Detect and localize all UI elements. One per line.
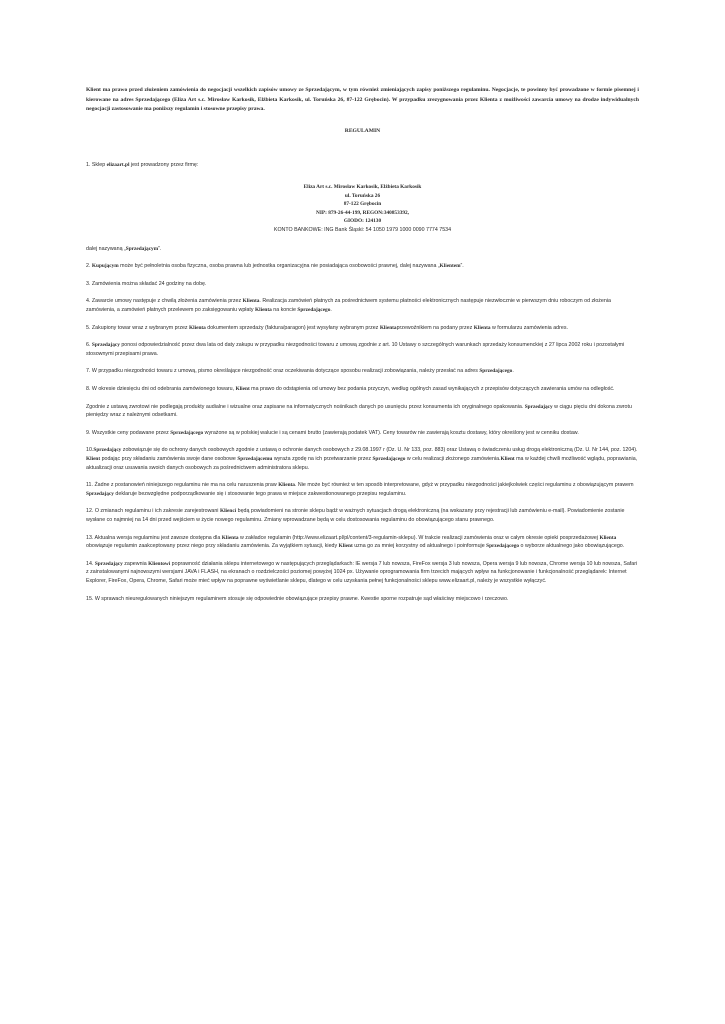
p11-bold-b: Klienta xyxy=(278,482,295,489)
seller-term: Sprzedającym xyxy=(125,245,159,252)
paragraph-4 xyxy=(86,297,639,314)
paragraph-5 xyxy=(86,324,639,333)
p14-text-e: poprawność działania sklepu internetowego w następujących przeglądarkach: IE wersja 7 lub nowsza, FireFox wersja 3 lub nowsza, Opera wersja 9 lub nowsza, Chrome wersja 10 lub nowsza, Safari z zainstalowanymi najnowszymi wersjami JAVA i FLASH, na ekranach o rozdzielczości poziomej powyżej 1024 px. Używanie oprogramowania firm trzecich mających wpływ na funkcjonowanie i funkcjonalność przeglądarek: Internet Explorer, FireFox, Opera, Chrome, Safari może mieć wpływ na poprawne wyświetlanie sklepu, dlatego w celu uzyskania pełnej funkcjonalności sklepu www.elizaart.pl, należy je wszystkie wyłączyć. xyxy=(86,560,638,584)
p14-text-c: zapewnia xyxy=(122,560,149,567)
p13-bold-b: Klienta xyxy=(221,534,239,541)
p10-text-e: podając przy składaniu zamówienia swoje dane osobowe xyxy=(100,455,238,462)
p9-text-a: 9. Wszystkie ceny podawane przez xyxy=(86,429,171,436)
company-ids: NIP: 879-26-44-199, REGON:340853392, xyxy=(316,209,409,216)
p11-text-a: 11. Żadne z postanowień niniejszego regulaminu nie ma na celu naruszenia praw xyxy=(86,482,279,489)
paragraph-14 xyxy=(86,560,639,586)
p10-bold-h: Sprzedającego xyxy=(372,455,406,462)
p6-text-c: ponosi odpowiedzialność przez dwa lata od daty zakupu w przypadku niezgodności towaru z umową zgodnie z art. 10 Ustawy o szczególnych warunkach sprzedaży konsumenckiej z 27 lipca 2002 roku i pozostałymi stosownymi przepisami prawa. xyxy=(86,342,625,357)
p5-text-a: 5. Zakupiony towar wraz z wybranym przez xyxy=(86,324,190,331)
paragraph-2 xyxy=(86,262,639,271)
paragraph-13 xyxy=(86,534,639,551)
p10-bold-b: Sprzedający xyxy=(93,447,122,454)
p4-bold-f: Sprzedającego xyxy=(297,307,331,314)
p13-text-g: uzna go za mniej korzystny od aktualnego i poinformuje xyxy=(352,543,487,550)
p12-text-a: 12. O zmianach regulaminu i ich zakresie zarejestrowani xyxy=(86,508,220,515)
p12-bold-b: Klienci xyxy=(219,508,237,515)
p13-text-e: obowiązuje regulamin zaakceptowany przez niego przy składaniu zamówienia. Za wyjątkiem sytuacji, kiedy xyxy=(86,543,339,550)
p11-text-c: . Nie może być również w ten sposób interpretowane, gdyż w przypadku niezgodności jakiejkolwiek części regulaminu z obowiązującym prawem xyxy=(294,482,634,489)
p4-text-c: . Realizacja zamówień płatnych za pośrednictwem systemu płatności elektronicznych następuje niezwłocznie w pierwszym dniu roboczym od złożenia zamówienia, a zamówień płatnych przelewem po zaksięgowaniu wpłaty xyxy=(86,298,611,314)
paragraph-1 xyxy=(86,161,639,170)
p10-text-c: zobowiązuje się do ochrony danych osobowych zgodnie z ustawą o ochronie danych osobowych z 29.08.1997 r (Dz. U. Nr 133, poz. 883) oraz Ustawą o świadczeniu usług drogą elektroniczną (Dz. U. Nr 144, poz. 1204). xyxy=(121,447,638,454)
company-bank-account: KONTO BANKOWE: ING Bank Śląski: 54 1050 1979 1000 0090 7774 7534 xyxy=(273,227,452,234)
paragraph-12 xyxy=(86,507,639,524)
p8b-text-c: w ciągu pięciu dni dokona zwrotu pieniędzy wraz z należnymi odsetkami. xyxy=(86,403,632,419)
p7-text-a: 7. W przypadku niezgodności towaru z umową, pismo określające niezgodność oraz oczekiwania dotyczące sposobu realizacji zobowiązania, należy przesłać na adres xyxy=(86,368,480,375)
company-name: Eliza Art s.c. Mirosław Karkosik, Elżbieta Karkosik xyxy=(303,184,422,191)
p13-bold-f: Klient xyxy=(338,543,353,550)
p5-bold-b: Klienta xyxy=(189,324,206,331)
p14-bold-d: Klientowi xyxy=(148,560,171,567)
paragraph-3: 3. Zamówienia można składać 24 godziny na dobę. xyxy=(86,280,207,287)
p13-text-i: o wyborze aktualnego jako obowiązującego. xyxy=(519,543,625,550)
paragraph-8b xyxy=(86,403,639,420)
p10-bold-d: Klient xyxy=(86,455,101,462)
p9-bold-b: Sprzedającego xyxy=(170,429,204,436)
p13-text-c: w zakładce regulamin (http://www.elizaart.pl/pl/content/3-regulamin-sklepu). W trakcie realizacji zamówienia oraz w całym okresie opieki posprzedażowej xyxy=(238,534,600,541)
paragraph-1-text-end: jest prowadzony przez firmę: xyxy=(129,161,199,168)
p8-text-a: 8. W okresie dziesięciu dni od odebrania zamówionego towaru, xyxy=(86,386,236,392)
paragraph-6 xyxy=(86,341,639,358)
paragraph-11 xyxy=(86,481,639,498)
p11-bold-d: Sprzedający xyxy=(86,490,114,497)
p4-bold-b: Klienta xyxy=(242,298,260,305)
paragraph-9 xyxy=(86,429,639,438)
p2-bold-b: Kupującym xyxy=(91,263,119,270)
p11-text-e: deklaruje bezwzględne podporządkowanie się i stosowanie tego prawa w miejsce zakwestionowanego przepisu regulaminu. xyxy=(113,490,407,497)
p4-text-e: na koncie xyxy=(271,307,298,314)
p4-text-g: . xyxy=(330,307,332,314)
p13-bold-d: Klienta xyxy=(599,534,617,541)
p10-bold-f: Sprzedającemu xyxy=(237,455,273,462)
company-street: ul. Toruńska 26 xyxy=(344,192,381,199)
p13-bold-h: Sprzedającego xyxy=(486,543,520,550)
paragraph-15: 15. W sprawach nieuregulowanych niniejszym regulaminem stosuje się odpowiednie obowiązujące przepisy prawne. Kwestie sporne rozpatruje sąd właściwy miejscowo i rzeczowo. xyxy=(86,595,509,602)
p10-text-i: w celu realizacji złożonego zamówienia. xyxy=(405,455,501,462)
p5-text-g: w formularzu zamówienia adres. xyxy=(490,324,568,331)
p7-text-c: . xyxy=(512,368,514,375)
seller-definition-end: ”. xyxy=(158,245,162,252)
paragraph-7 xyxy=(86,367,639,376)
intro-paragraph: Klient ma prawo przed złożeniem zamówienia do negocjacji wszelkich zapisów umowy ze Sprzedającym, w tym również zmieniających zapisy poniższego regulaminu. Negocjacje, te powinny być prowadzone w formie pisemnej i kierowane na adres Sprzedającego (Eliza Art s.c. Mirosław Karkosik, Elżbieta Karkosik, ul. Toruńska 26, 87-122 Grębocin). W przypadku zrezygnowania przez Klienta z możliwości zawarcia umowy na drodze indywidualnych negocjacji zastosowanie ma poniższy regulamin i stosowne przepisy prawa. xyxy=(86,87,639,112)
p12-text-c: będą powiadomieni na stronie sklepu bądź w ważnych sytuacjach drogą elektroniczną (na wskazany przy rejestracji lub zamówieniu e-mail). Powiadomienie zostanie wysłane co najmniej na 14 dni przed wejściem w życie nowego regulaminu. Zmiany wprowadzane będą w celu dostosowania regulaminu do obowiązującego stanu prawnego. xyxy=(86,508,625,523)
p14-bold-b: Sprzedający xyxy=(94,560,123,567)
p14-text-a: 14. xyxy=(86,560,95,567)
shop-name: elizaart.pl xyxy=(106,161,130,168)
seller-definition-text: dalej nazywaną „ xyxy=(86,245,126,252)
seller-definition xyxy=(86,245,639,254)
p5-text-c: dokumentem sprzedaży (faktura/paragon) jest wysyłany wybranym przez xyxy=(205,324,380,331)
p2-text-a: 2. xyxy=(86,263,92,270)
p5-text-e: przewoźnikiem na podany przez xyxy=(396,324,474,331)
paragraph-8 xyxy=(86,385,639,394)
company-giodo: GIODO: 124130 xyxy=(343,218,382,225)
p10-text-k: ma w każdej chwili możliwość wglądu, poprawiania, aktualizacji oraz usuwania swoich danych osobowych za pośrednictwem administratora sklepu. xyxy=(86,455,638,471)
p2-text-e: ”. xyxy=(460,263,464,270)
company-city: 87-122 Grębocin xyxy=(343,201,382,208)
p10-text-g: wyraża zgodę na ich przetwarzanie przez xyxy=(272,455,373,462)
document-title: REGULAMIN xyxy=(344,127,381,134)
p10-bold-j: Klient xyxy=(500,455,515,462)
p8-bold-b: Klient xyxy=(235,386,250,392)
p2-text-c: może być pełnoletnia osoba fizyczna, osoba prawna lub jednostka organizacyjna nie posiadająca osobowości prawnej, dalej nazywana „ xyxy=(118,263,440,270)
p10-text-a: 10. xyxy=(86,447,94,454)
p13-text-a: 13. Aktualna wersja regulaminu jest zawsze dostępna dla xyxy=(86,534,222,541)
p8b-text-a: Zgodnie z ustawą zwrotowi nie podlegają produkty audialne i wizualne oraz zapisane na informatycznych nośnikach danych po usunięciu przez konsumenta ich oryginalnego opakowania. xyxy=(86,403,525,410)
p6-text-a: 6. xyxy=(86,342,92,349)
paragraph-1-text: 1. Sklep xyxy=(86,161,107,168)
p4-text-a: 4. Zawarcie umowy następuje z chwilą złożenia zamówienia przez xyxy=(86,298,243,305)
p7-bold-b: Sprzedającego xyxy=(479,368,513,375)
company-details xyxy=(86,183,639,235)
p2-bold-d: Klientem xyxy=(439,263,461,270)
p8-text-c: ma prawo do odstąpienia od umowy bez podania przyczyn, według ogólnych zasad wynikających z przepisów dotyczących zawierania umów na odległość. xyxy=(249,386,615,392)
p8b-bold-b: Sprzedający xyxy=(524,403,553,410)
p5-bold-d: Klienta xyxy=(379,324,397,331)
paragraph-10 xyxy=(86,446,639,472)
p4-bold-d: Klienta xyxy=(255,307,272,314)
p5-bold-f: Klienta xyxy=(473,324,491,331)
p9-text-c: wyrażone są w polskiej walucie i są cenami brutto (zawierają podatek VAT). Ceny towarów nie zawierają kosztu dostawy, który określony jest w cenniku dostaw. xyxy=(203,429,579,436)
p6-bold-b: Sprzedający xyxy=(91,342,120,349)
